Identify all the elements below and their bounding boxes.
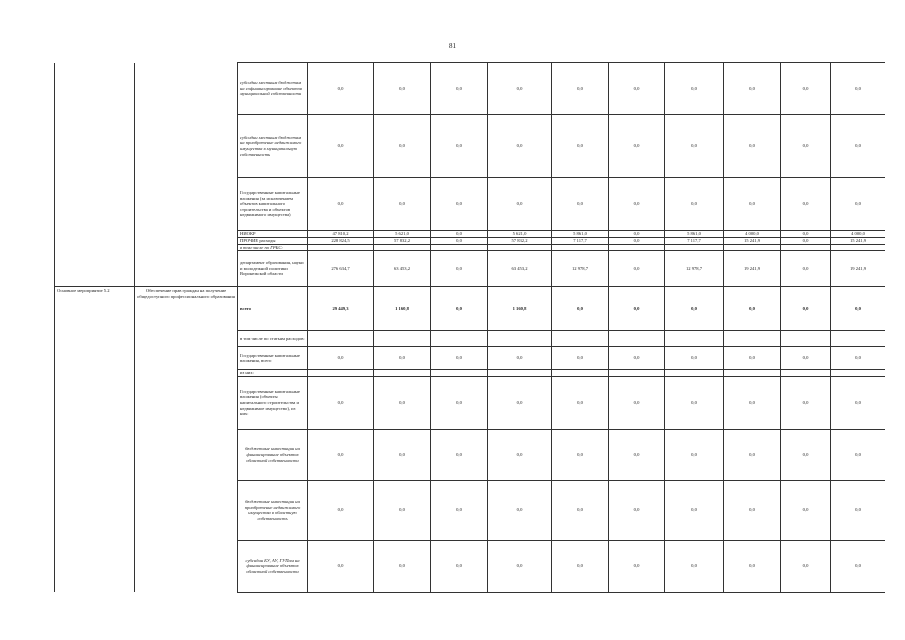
row-label: Государственные капитальные вложения (объекты капитального строительства и недвижимое имущество), из них: [238, 376, 308, 429]
row-label: бюджетные инвестиции на приобретение недвижимого имущества в областную собственность [238, 480, 308, 540]
value-cell: 0,0 [724, 480, 781, 540]
value-cell [665, 244, 724, 251]
value-cell: 0,0 [781, 231, 831, 238]
value-cell: 0,0 [431, 115, 488, 178]
value-cell [665, 370, 724, 377]
event-cell [55, 480, 135, 540]
value-cell: 0,0 [609, 237, 665, 244]
value-cell: 5 621,0 [488, 231, 552, 238]
purpose-cell [135, 370, 238, 377]
purpose-cell [135, 331, 238, 347]
value-cell [724, 370, 781, 377]
value-cell: 0,0 [431, 251, 488, 287]
event-cell: Основное мероприятие 5.2 [55, 287, 135, 331]
value-cell: 0,0 [308, 178, 374, 231]
value-cell: 0,0 [552, 63, 609, 115]
table-row [55, 347, 886, 370]
value-cell: 0,0 [831, 178, 886, 231]
value-cell [374, 331, 431, 347]
purpose-cell [135, 115, 238, 178]
row-label: всего [238, 287, 308, 331]
purpose-cell [135, 178, 238, 231]
value-cell: 0,0 [374, 540, 431, 592]
value-cell: 0,0 [724, 429, 781, 480]
purpose-cell [135, 347, 238, 370]
value-cell: 0,0 [781, 63, 831, 115]
table-row [55, 251, 886, 287]
value-cell: 0,0 [374, 63, 431, 115]
value-cell: 0,0 [609, 347, 665, 370]
event-cell [55, 540, 135, 592]
value-cell: 0,0 [831, 347, 886, 370]
value-cell: 0,0 [431, 376, 488, 429]
value-cell: 0,0 [374, 480, 431, 540]
value-cell: 4 000,0 [724, 231, 781, 238]
value-cell: 0,0 [781, 251, 831, 287]
row-label: НИОКР [238, 231, 308, 238]
value-cell: 0,0 [609, 178, 665, 231]
value-cell: 12 978,7 [665, 251, 724, 287]
value-cell: 0,0 [431, 429, 488, 480]
table-row [55, 540, 886, 592]
value-cell: 0,0 [609, 540, 665, 592]
value-cell [724, 331, 781, 347]
event-cell [55, 429, 135, 480]
value-cell: 1 160,8 [374, 287, 431, 331]
value-cell: 0,0 [665, 63, 724, 115]
table-row [55, 370, 886, 377]
value-cell: 57 832,2 [374, 237, 431, 244]
value-cell: 15 241,9 [831, 237, 886, 244]
value-cell: 0,0 [831, 429, 886, 480]
value-cell: 0,0 [488, 480, 552, 540]
value-cell: 0,0 [431, 178, 488, 231]
budget-table-sheet [54, 62, 885, 606]
value-cell: 0,0 [488, 376, 552, 429]
value-cell: 47 810,2 [308, 231, 374, 238]
value-cell [609, 331, 665, 347]
value-cell [781, 370, 831, 377]
purpose-cell [135, 540, 238, 592]
value-cell: 0,0 [609, 480, 665, 540]
value-cell: 0,0 [665, 115, 724, 178]
value-cell: 0,0 [552, 287, 609, 331]
value-cell: 0,0 [724, 376, 781, 429]
row-label: в том числе по ГРБС: [238, 244, 308, 251]
value-cell: 57 832,2 [488, 237, 552, 244]
value-cell [488, 244, 552, 251]
value-cell: 0,0 [665, 480, 724, 540]
purpose-cell [135, 480, 238, 540]
value-cell: 0,0 [781, 115, 831, 178]
value-cell: 0,0 [552, 429, 609, 480]
value-cell: 0,0 [308, 480, 374, 540]
purpose-cell [135, 63, 238, 115]
value-cell [609, 370, 665, 377]
value-cell: 0,0 [488, 178, 552, 231]
table-row [55, 287, 886, 331]
event-cell [55, 370, 135, 377]
table-row [55, 63, 886, 115]
value-cell: 0,0 [308, 115, 374, 178]
value-cell: 5 621,0 [374, 231, 431, 238]
value-cell: 0,0 [609, 376, 665, 429]
value-cell [781, 331, 831, 347]
value-cell: 0,0 [831, 63, 886, 115]
event-cell [55, 231, 135, 238]
value-cell: 0,0 [781, 347, 831, 370]
value-cell: 0,0 [724, 347, 781, 370]
row-label: субсидии местным бюджетам на софинансирование объектов муниципальной собственности [238, 63, 308, 115]
value-cell: 0,0 [781, 237, 831, 244]
value-cell [431, 370, 488, 377]
purpose-cell [135, 376, 238, 429]
page-number: 81 [449, 42, 456, 50]
value-cell: 0,0 [552, 540, 609, 592]
value-cell: 19 241,9 [724, 251, 781, 287]
value-cell: 0,0 [552, 480, 609, 540]
value-cell: 0,0 [781, 429, 831, 480]
row-label: субсидии БУ, АУ, ГУПам на финансирование объектов областной собственности [238, 540, 308, 592]
event-cell [55, 244, 135, 251]
value-cell [552, 370, 609, 377]
value-cell: 0,0 [665, 347, 724, 370]
table-row [55, 237, 886, 244]
value-cell [665, 331, 724, 347]
value-cell: 0,0 [374, 429, 431, 480]
value-cell: 63 453,2 [374, 251, 431, 287]
value-cell: 0,0 [552, 115, 609, 178]
value-cell: 29 449,3 [308, 287, 374, 331]
value-cell: 0,0 [831, 115, 886, 178]
value-cell: 0,0 [724, 178, 781, 231]
event-cell [55, 347, 135, 370]
value-cell: 0,0 [831, 287, 886, 331]
value-cell: 0,0 [308, 540, 374, 592]
value-cell: 0,0 [488, 63, 552, 115]
value-cell: 0,0 [308, 376, 374, 429]
value-cell: 0,0 [665, 287, 724, 331]
value-cell: 0,0 [724, 540, 781, 592]
value-cell: 0,0 [488, 115, 552, 178]
value-cell: 0,0 [308, 63, 374, 115]
value-cell: 5 861,0 [552, 231, 609, 238]
event-cell [55, 115, 135, 178]
value-cell: 0,0 [374, 376, 431, 429]
value-cell: 0,0 [488, 429, 552, 480]
value-cell: 0,0 [374, 347, 431, 370]
event-cell [55, 237, 135, 244]
value-cell: 0,0 [431, 63, 488, 115]
value-cell: 0,0 [609, 429, 665, 480]
value-cell: 7 117,7 [552, 237, 609, 244]
table-row [55, 115, 886, 178]
value-cell [431, 331, 488, 347]
table-row [55, 331, 886, 347]
value-cell: 12 978,7 [552, 251, 609, 287]
purpose-cell: Обеспечение прав граждан на получение общедоступного профессионального образования [135, 287, 238, 331]
row-label: бюджетные инвестиции на финансирование объектов областной собственности [238, 429, 308, 480]
row-label: Государственные капитальные вложения (за исключением объектов капитального строительства и объектов недвижимого имущества) [238, 178, 308, 231]
value-cell [488, 370, 552, 377]
purpose-cell [135, 429, 238, 480]
value-cell [431, 244, 488, 251]
value-cell: 0,0 [781, 287, 831, 331]
value-cell [831, 331, 886, 347]
value-cell: 0,0 [308, 429, 374, 480]
value-cell: 0,0 [831, 480, 886, 540]
value-cell: 0,0 [552, 347, 609, 370]
value-cell: 0,0 [488, 540, 552, 592]
value-cell [552, 244, 609, 251]
table-row [55, 480, 886, 540]
value-cell: 0,0 [431, 231, 488, 238]
value-cell: 7 117,7 [665, 237, 724, 244]
value-cell: 228 824,5 [308, 237, 374, 244]
value-cell: 0,0 [831, 540, 886, 592]
purpose-cell [135, 237, 238, 244]
value-cell [374, 370, 431, 377]
value-cell: 0,0 [724, 63, 781, 115]
purpose-cell [135, 244, 238, 251]
purpose-cell [135, 231, 238, 238]
value-cell [831, 244, 886, 251]
value-cell: 0,0 [665, 540, 724, 592]
row-label: департамент образования, науки и молодежной политики Воронежской области [238, 251, 308, 287]
event-cell [55, 178, 135, 231]
value-cell: 0,0 [609, 115, 665, 178]
value-cell: 0,0 [609, 63, 665, 115]
table-row [55, 429, 886, 480]
value-cell: 1 160,8 [488, 287, 552, 331]
value-cell: 0,0 [724, 287, 781, 331]
table-row [55, 178, 886, 231]
event-cell [55, 376, 135, 429]
value-cell: 0,0 [609, 287, 665, 331]
value-cell: 0,0 [431, 480, 488, 540]
value-cell: 63 453,2 [488, 251, 552, 287]
value-cell [308, 244, 374, 251]
value-cell [308, 370, 374, 377]
table-row [55, 231, 886, 238]
value-cell: 0,0 [374, 178, 431, 231]
event-cell [55, 251, 135, 287]
row-label: субсидии местным бюджетам на приобретение недвижимого имущества в муниципальную собственность [238, 115, 308, 178]
value-cell: 0,0 [609, 231, 665, 238]
value-cell: 4 000,0 [831, 231, 886, 238]
value-cell: 0,0 [374, 115, 431, 178]
value-cell [308, 331, 374, 347]
table-row [55, 244, 886, 251]
row-label: Государственные капитальные вложения, всего [238, 347, 308, 370]
value-cell: 0,0 [552, 376, 609, 429]
value-cell: 0,0 [609, 251, 665, 287]
value-cell: 0,0 [431, 540, 488, 592]
value-cell: 0,0 [431, 347, 488, 370]
value-cell: 5 861,0 [665, 231, 724, 238]
value-cell: 0,0 [781, 376, 831, 429]
row-label: из них: [238, 370, 308, 377]
value-cell: 0,0 [781, 540, 831, 592]
value-cell: 0,0 [831, 376, 886, 429]
value-cell [552, 331, 609, 347]
value-cell: 19 241,9 [831, 251, 886, 287]
event-cell [55, 63, 135, 115]
value-cell: 0,0 [724, 115, 781, 178]
value-cell: 0,0 [781, 178, 831, 231]
value-cell: 0,0 [665, 178, 724, 231]
value-cell: 0,0 [552, 178, 609, 231]
budget-table [54, 62, 885, 593]
table-row [55, 376, 886, 429]
row-label: в том числе по статьям расходов: [238, 331, 308, 347]
value-cell [488, 331, 552, 347]
value-cell: 15 241,9 [724, 237, 781, 244]
value-cell [831, 370, 886, 377]
value-cell: 0,0 [431, 237, 488, 244]
value-cell: 0,0 [431, 287, 488, 331]
value-cell: 0,0 [665, 376, 724, 429]
value-cell: 0,0 [665, 429, 724, 480]
row-label: ПРОЧИЕ расходы [238, 237, 308, 244]
purpose-cell [135, 251, 238, 287]
value-cell [609, 244, 665, 251]
value-cell [374, 244, 431, 251]
value-cell [781, 244, 831, 251]
value-cell: 0,0 [488, 347, 552, 370]
value-cell: 276 634,7 [308, 251, 374, 287]
value-cell [724, 244, 781, 251]
value-cell: 0,0 [308, 347, 374, 370]
event-cell [55, 331, 135, 347]
value-cell: 0,0 [781, 480, 831, 540]
